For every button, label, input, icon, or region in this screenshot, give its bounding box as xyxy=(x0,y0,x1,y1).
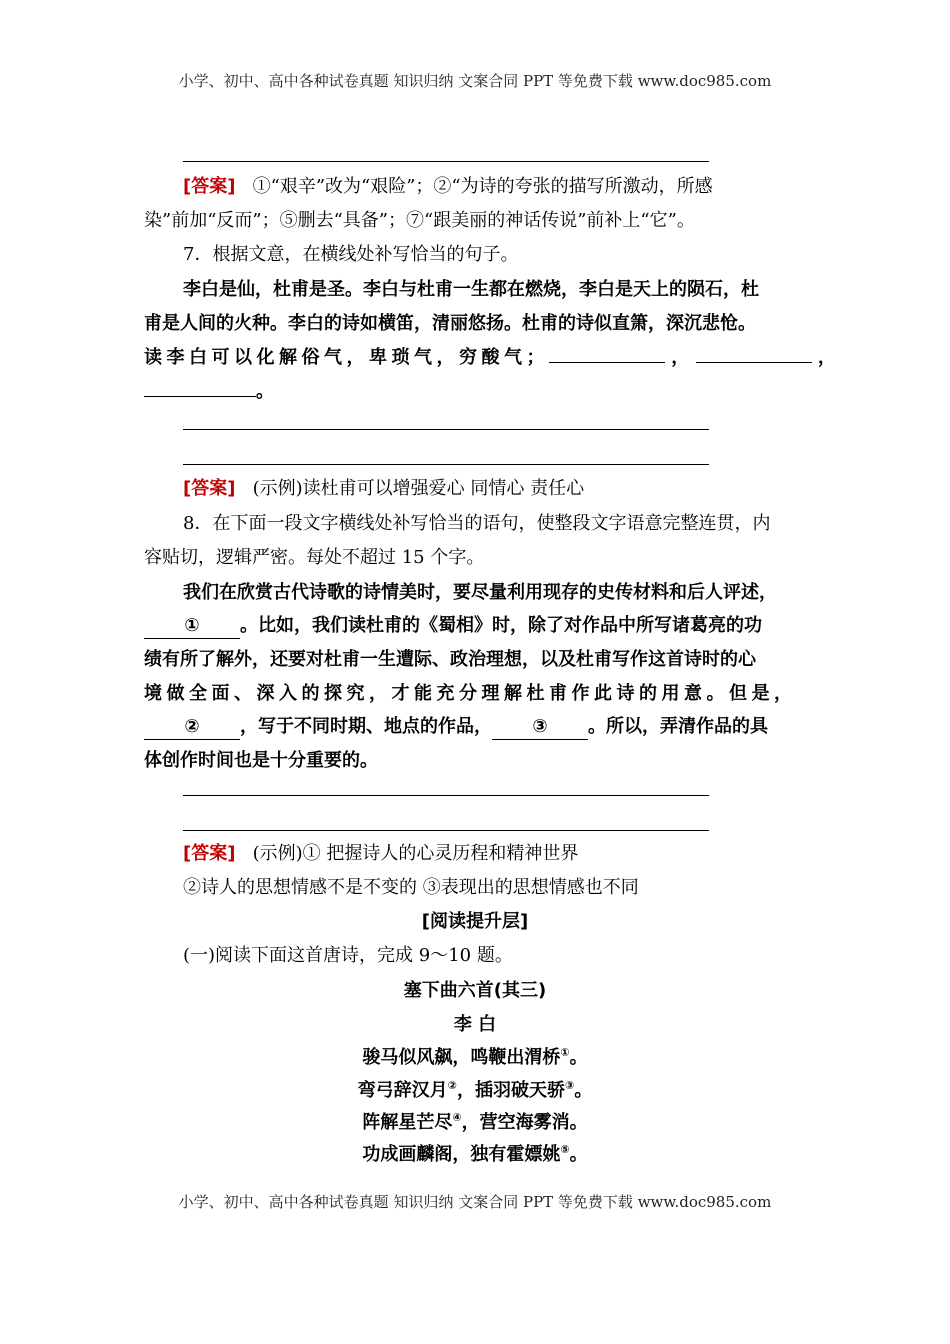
section-heading: [阅读提升层] xyxy=(421,911,529,932)
q7-passage-line-4 xyxy=(144,380,274,404)
blank-marker-2[interactable]: ② xyxy=(144,715,240,740)
poem-text: 功成画麟阁，独有霍嫖姚 xyxy=(362,1144,561,1165)
answer-7-text: (示例)读杜甫可以增强爱心 同情心 责任心 xyxy=(252,478,585,499)
poem-line-2 xyxy=(0,1079,950,1103)
poem-punct: 。 xyxy=(569,1047,588,1068)
page-footer: 小学、初中、高中各种试卷真题 知识归纳 文案合同 PPT 等免费下载 www.doc985.com xyxy=(178,1193,772,1211)
q8-passage-line-4: 境做全面、深入的探究，才能充分理解杜甫作此诗的用意。但是， xyxy=(144,683,797,704)
fill-blank-3[interactable] xyxy=(144,380,256,397)
poem-line-3 xyxy=(0,1111,950,1135)
q8-passage-text-2: 。比如，我们读杜甫的《蜀相》时，除了对作品中所写诸葛亮的功 xyxy=(240,615,762,636)
footnote-marker: ④ xyxy=(452,1111,462,1124)
poem-text: ，营空海雾消。 xyxy=(461,1112,588,1133)
reading-intro: (一)阅读下面这首唐诗，完成 9～10 题。 xyxy=(183,945,513,966)
answer-6-text-1: ①“艰辛”改为“艰险”；②“为诗的夸张的描写所激动，所感 xyxy=(252,176,713,197)
poem-punct: 。 xyxy=(574,1080,593,1101)
q8-passage-text-5a: ，写于不同时期、地点的作品， xyxy=(240,716,492,737)
answer-tag: [答案] xyxy=(183,843,236,864)
answer-tag: [答案] xyxy=(183,176,236,197)
poem-author: 李 白 xyxy=(453,1014,497,1035)
poem-line-4 xyxy=(0,1143,950,1167)
question-8-title-2: 容贴切，逻辑严密。每处不超过 15 个字。 xyxy=(144,547,485,568)
comma: ， xyxy=(817,347,836,368)
answer-8-line-1 xyxy=(183,842,578,866)
answer-6-line-2: 染”前加“反而”；⑤删去“具备”；⑦“跟美丽的神话传说”前补上“它”。 xyxy=(144,210,695,231)
answer-tag: [答案] xyxy=(183,478,236,499)
q7-passage-line-1: 李白是仙，杜甫是圣。李白与杜甫一生都在燃烧，李白是天上的陨石，杜 xyxy=(183,279,759,300)
footnote-marker: ⑤ xyxy=(560,1143,570,1156)
fill-blank-1[interactable] xyxy=(549,346,665,363)
answer-7 xyxy=(183,477,584,501)
blank-marker-1[interactable]: ① xyxy=(144,614,240,639)
q7-passage-text-3: 读李白可以化解俗气，卑琐气，穷酸气； xyxy=(144,347,549,368)
question-8-title-1: 8．在下面一段文字横线处补写恰当的语句，使整段文字语意完整连贯，内 xyxy=(183,513,771,534)
blank-marker-3[interactable]: ③ xyxy=(492,715,588,740)
question-7-title: 7．根据文意，在横线处补写恰当的句子。 xyxy=(183,244,519,265)
comma: ， xyxy=(671,347,690,368)
poem-punct: 。 xyxy=(569,1144,588,1165)
poem-line-1 xyxy=(0,1046,950,1070)
q8-passage-line-6: 体创作时间也是十分重要的。 xyxy=(144,750,378,771)
period: 。 xyxy=(256,381,274,402)
poem-text: 弯弓辞汉月 xyxy=(357,1080,448,1101)
answer-line xyxy=(183,429,709,430)
q8-passage-line-5 xyxy=(144,715,768,740)
answer-line xyxy=(183,795,709,796)
q8-passage-line-3: 绩有所了解外，还要对杜甫一生遭际、政治理想，以及杜甫写作这首诗时的心 xyxy=(144,649,756,670)
poem-text: 阵解星芒尽 xyxy=(362,1112,453,1133)
q8-passage-line-1: 我们在欣赏古代诗歌的诗情美时，要尽量利用现存的史传材料和后人评述， xyxy=(183,582,777,603)
answer-8-text-1: (示例)① 把握诗人的心灵历程和精神世界 xyxy=(252,843,579,864)
answer-line xyxy=(183,464,709,465)
footnote-marker: ① xyxy=(560,1046,570,1059)
poem-text: 骏马似风飙，鸣鞭出渭桥 xyxy=(362,1047,561,1068)
q8-passage-line-2 xyxy=(144,614,762,639)
answer-line xyxy=(183,830,709,831)
q8-passage-text-5b: 。所以，弄清作品的具 xyxy=(588,716,768,737)
answer-line xyxy=(183,161,709,162)
q7-passage-line-2: 甫是人间的火种。李白的诗如横笛，清丽悠扬。杜甫的诗似直箫，深沉悲怆。 xyxy=(144,313,756,334)
footnote-marker: ③ xyxy=(565,1079,575,1092)
fill-blank-2[interactable] xyxy=(696,346,812,363)
poem-text: ，插羽破天骄 xyxy=(457,1080,565,1101)
footnote-marker: ② xyxy=(447,1079,457,1092)
answer-6-line-1 xyxy=(183,175,713,199)
page-header: 小学、初中、高中各种试卷真题 知识归纳 文案合同 PPT 等免费下载 www.doc985.com xyxy=(178,72,772,90)
poem-title: 塞下曲六首(其三) xyxy=(403,980,547,1001)
answer-8-line-2: ②诗人的思想情感不是不变的 ③表现出的思想情感也不同 xyxy=(183,877,639,898)
q7-passage-line-3 xyxy=(144,346,836,370)
